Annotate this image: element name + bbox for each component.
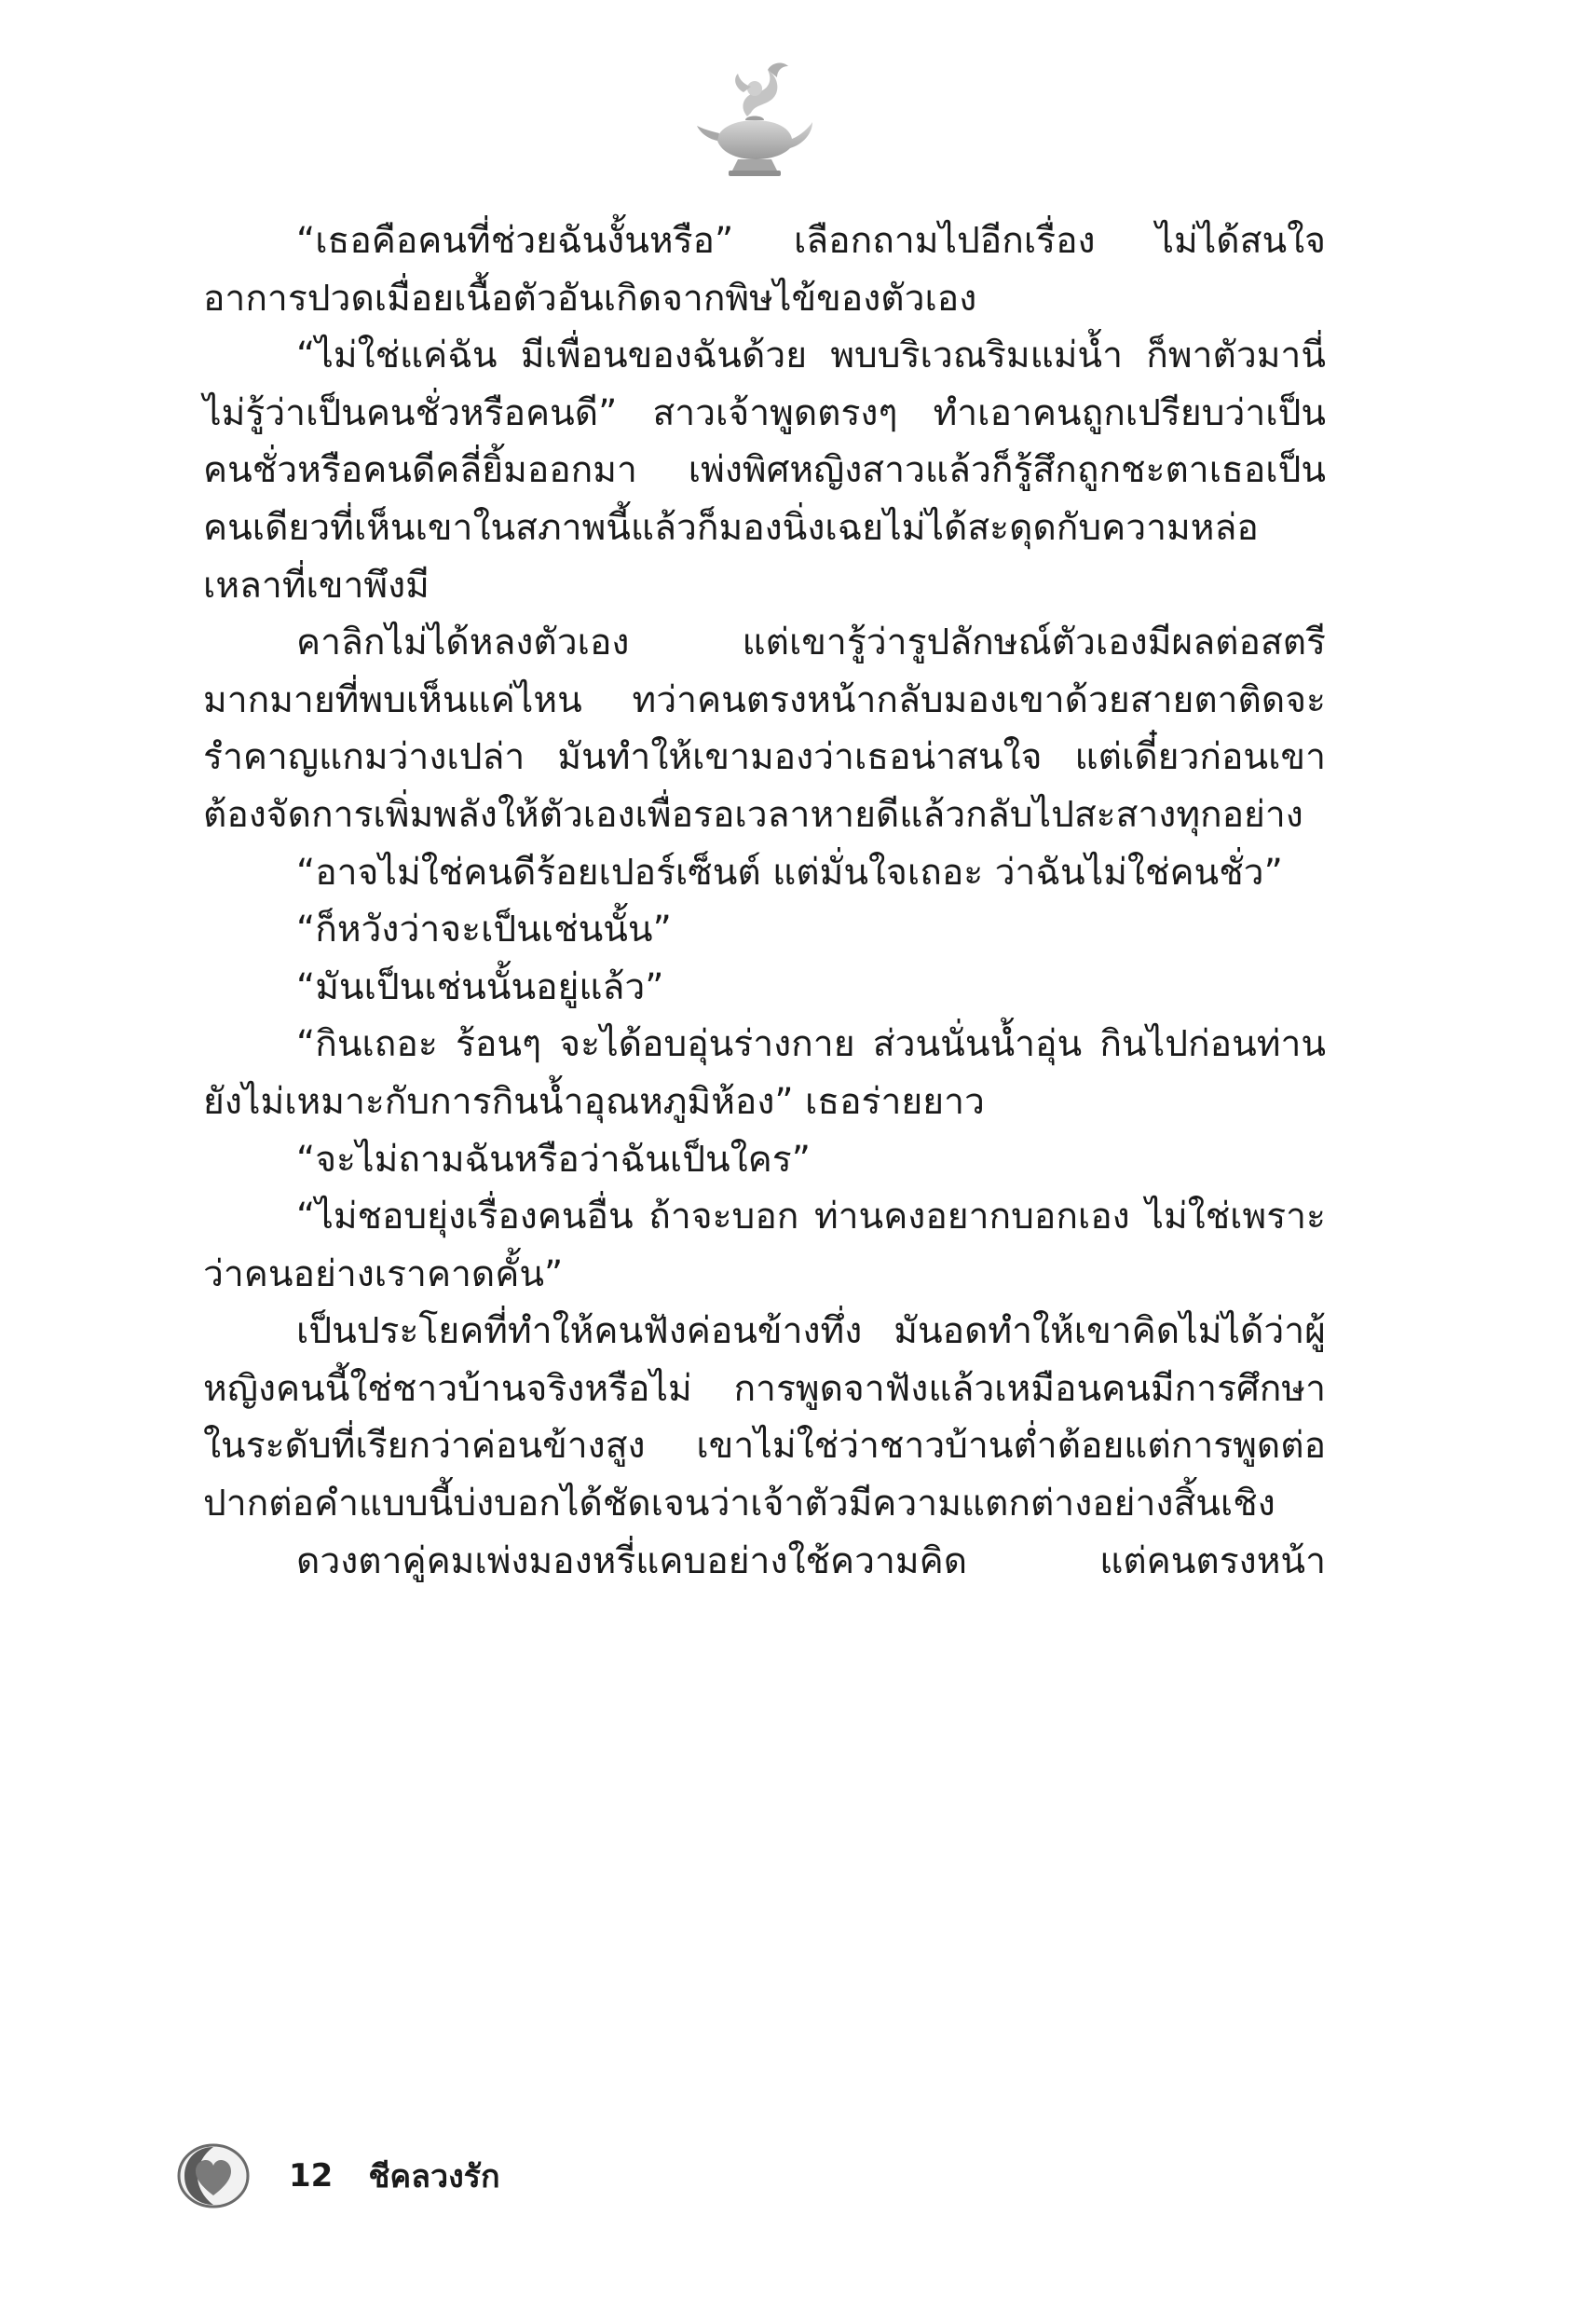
paragraph: “เธอคือคนที่ช่วยฉันงั้นหรือ” เลือกถามไปอีกเรื่อง ไม่ได้สนใจอาการปวดเมื่อยเนื้อตัวอันเกิดจากพิษไข้ของตัวเอง	[203, 220, 1326, 320]
genie-lamp-icon	[689, 51, 820, 182]
paragraph: “มันเป็นเช่นนั้นอยู่แล้ว”	[296, 965, 664, 1008]
paragraph: “อาจไม่ใช่คนดีร้อยเปอร์เซ็นต์ แต่มั่นใจเถอะ ว่าฉันไม่ใช่คนชั่ว”	[296, 851, 1283, 894]
paragraph: “กินเถอะ ร้อนๆ จะได้อบอุ่นร่างกาย ส่วนนั่นน้ำอุ่น กินไปก่อนท่านยังไม่เหมาะกับการกินน้ำอุณหภูมิห้อง” เธอร่ายยาว	[203, 1023, 1326, 1123]
paragraph: ดวงตาคู่คมเพ่งมองหรี่แคบอย่างใช้ความคิด แต่คนตรงหน้า	[296, 1539, 1326, 1582]
page-number: 12	[289, 2157, 334, 2195]
story-text	[203, 212, 1326, 1590]
paragraph: “จะไม่ถามฉันหรือว่าฉันเป็นใคร”	[296, 1138, 811, 1181]
heart-badge-icon	[177, 2143, 250, 2208]
paragraph: “ก็หวังว่าจะเป็นเช่นนั้น”	[296, 909, 672, 951]
page-footer	[177, 2143, 500, 2208]
paragraph: เป็นประโยคที่ทำให้คนฟังค่อนข้างทึ่ง มันอดทำให้เขาคิดไม่ได้ว่าผู้หญิงคนนี้ใช่ชาวบ้านจริงหรือไม่ การพูดจาฟังแล้วเหมือนคนมีการศึกษาในระดับที่เรียกว่าค่อนข้างสูง เขาไม่ใช่ว่าชาวบ้านต่ำต้อยแต่การพูดต่อปากต่อคำแบบนี้บ่งบอกได้ชัดเจนว่าเจ้าตัวมีความแตกต่างอย่างสิ้นเชิง	[203, 1310, 1326, 1525]
paragraph: “ไม่ใช่แค่ฉัน มีเพื่อนของฉันด้วย พบบริเวณริมแม่น้ำ ก็พาตัวมานี่ ไม่รู้ว่าเป็นคนชั่วหรือคนดี” สาวเจ้าพูดตรงๆ ทำเอาคนถูกเปรียบว่าเป็นคนชั่วหรือคนดีคลี่ยิ้มออกมา เพ่งพิศหญิงสาวแล้วก็รู้สึกถูกชะตาเธอเป็นคนเดียวที่เห็นเขาในสภาพนี้แล้วก็มองนิ่งเฉยไม่ได้สะดุดกับความหล่อเหลาที่เขาพึงมี	[203, 335, 1326, 607]
paragraph: คาลิกไม่ได้หลงตัวเอง แต่เขารู้ว่ารูปลักษณ์ตัวเองมีผลต่อสตรีมากมายที่พบเห็นแค่ไหน ทว่าคนตรงหน้ากลับมองเขาด้วยสายตาติดจะรำคาญแกมว่างเปล่า มันทำให้เขามองว่าเธอน่าสนใจ แต่เดี๋ยวก่อนเขาต้องจัดการเพิ่มพลังให้ตัวเองเพื่อรอเวลาหายดีแล้วกลับไปสะสางทุกอย่าง	[203, 622, 1326, 836]
paragraph: “ไม่ชอบยุ่งเรื่องคนอื่น ถ้าจะบอก ท่านคงอยากบอกเอง ไม่ใช่เพราะว่าคนอย่างเราคาดคั้น”	[203, 1196, 1326, 1295]
book-title: ชีคลวงรัก	[368, 2158, 500, 2195]
